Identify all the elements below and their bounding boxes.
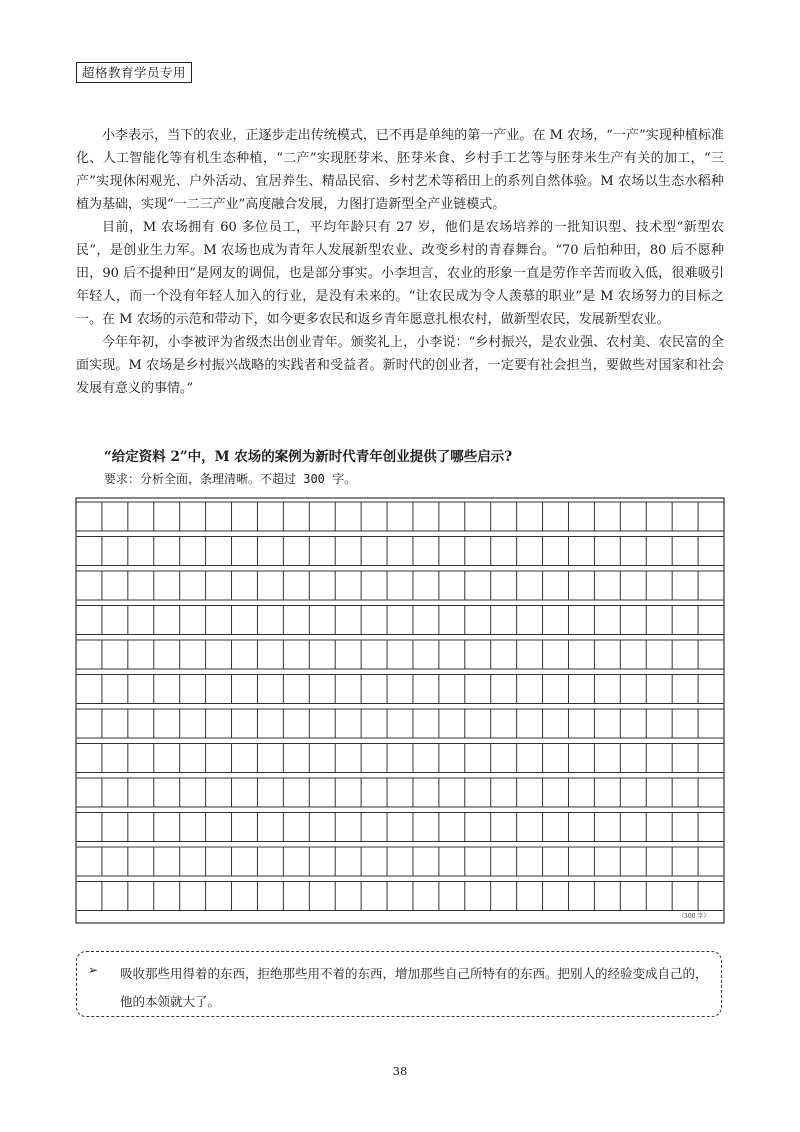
paragraph-2: 目前，M 农场拥有 60 多位员工，平均年龄只有 27 岁，他们是农场培养的一批知识型、技术型“新型农民”，是创业生力军。M 农场也成为青年人发展新型农业、改变乡村的青春舞台。“70 后怕种田，80 后不愿种田，90 后不提种田”是网友的调侃，也是部分事实。小李坦言，农业的形象一直是劳作辛苦而收入低，很难吸引年轻人，而一个没有年轻人加入的行业，是没有未来的。“让农民成为令人羡慕的职业”是 M 农场努力的目标之一。在 M 农场的示范和带动下，如今更多农民和返乡青年愿意扎根农村，做新型农民，发展新型农业。 xyxy=(76,220,724,327)
grid-row[interactable] xyxy=(76,606,724,635)
quote-text: 吸收那些用得着的东西，拒绝那些用不着的东西，增加那些自己所特有的东西。把别人的经验变成自己的，他的本领就大了。 xyxy=(120,966,708,1009)
grid-row[interactable] xyxy=(76,640,724,669)
answer-grid-cells[interactable] xyxy=(76,498,724,923)
grid-row[interactable] xyxy=(76,847,724,876)
question-requirement: 要求：分析全面，条理清晰。不超过 300 字。 xyxy=(104,472,357,486)
grid-row[interactable] xyxy=(76,675,724,704)
grid-row[interactable] xyxy=(76,778,724,807)
grid-row[interactable] xyxy=(76,709,724,738)
grid-row[interactable] xyxy=(76,744,724,773)
arrow-bullet-icon: ➢ xyxy=(88,963,99,977)
word-limit-label: （300 字） xyxy=(678,913,710,920)
header-label: 超格教育学员专用 xyxy=(76,62,192,83)
paragraph-1: 小李表示，当下的农业，正逐步走出传统模式，已不再是单纯的第一产业。在 M 农场，“一产”实现种植标准化、人工智能化等有机生态种植，“二产”实现胚芽米、胚芽米食、乡村手工艺等与胚芽米生产有关的加工，“三产”实现休闲观光、户外活动、宜居养生、精品民宿、乡村艺术等稻田上的系列自然体验。M 农场以生态水稻种植为基础，实现“一二三产业”高度融合发展，力图打造新型全产业链模式。 xyxy=(76,128,724,212)
page-number: 38 xyxy=(392,1064,408,1078)
question-prompt: “给定资料 2”中，M 农场的案例为新时代青年创业提供了哪些启示? xyxy=(104,449,513,465)
grid-row[interactable] xyxy=(76,882,724,911)
grid-row[interactable] xyxy=(76,571,724,600)
paragraph-3: 今年年初，小李被评为省级杰出创业青年。颁奖礼上，小李说：“乡村振兴，是农业强、农村美、农民富的全面实现。M 农场是乡村振兴战略的实践者和受益者。新时代的创业者，一定要有社会担当，要做些对国家和社会发展有意义的事情。” xyxy=(76,335,724,396)
grid-row[interactable] xyxy=(76,813,724,842)
grid-row[interactable] xyxy=(76,502,724,531)
grid-row[interactable] xyxy=(76,537,724,566)
